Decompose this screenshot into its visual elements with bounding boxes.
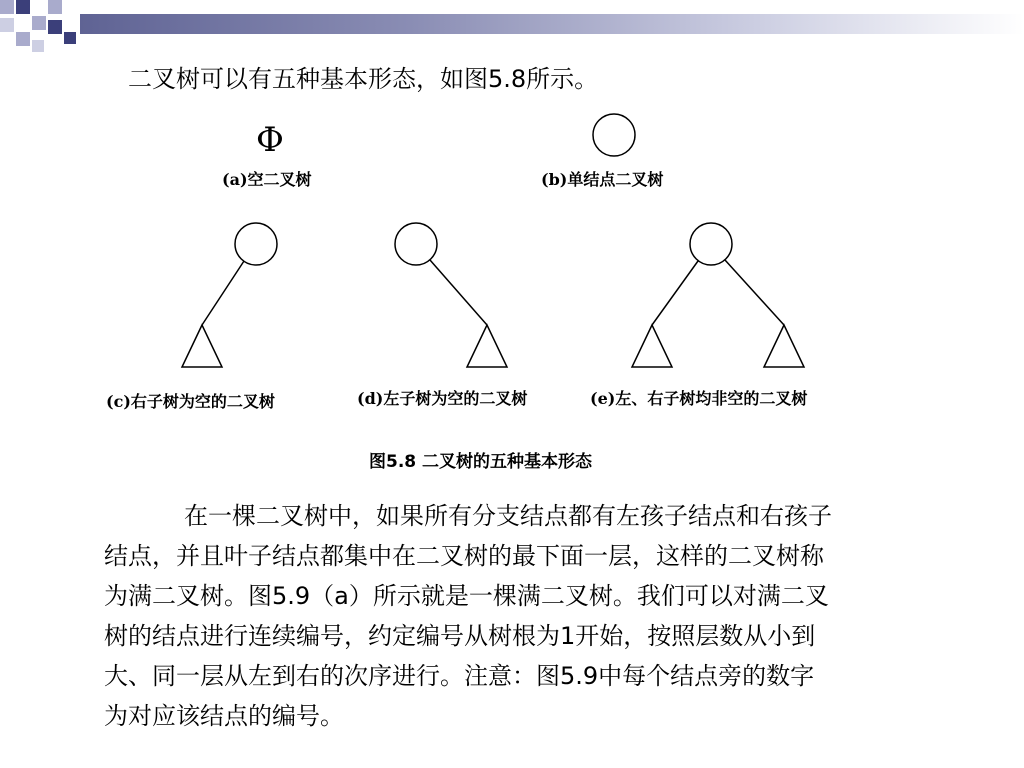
body-paragraph	[104, 496, 964, 736]
paragraph-line: 在一棵二叉树中，如果所有分支结点都有左孩子结点和右孩子	[184, 502, 832, 530]
caption-c: (c)右子树为空的二叉树	[106, 392, 275, 411]
tree-node	[690, 223, 732, 265]
tree-edge	[202, 261, 244, 325]
paragraph-line: 为对应该结点的编号。	[104, 702, 344, 730]
tree-node	[395, 223, 437, 265]
tree-edge	[652, 261, 698, 325]
tree-edge	[430, 260, 487, 325]
subtree-triangle	[632, 325, 672, 367]
figure-title: 图5.8 二叉树的五种基本形态	[369, 452, 593, 472]
subtree-triangle	[764, 325, 804, 367]
subtree-triangle	[467, 325, 507, 367]
tree-node	[593, 114, 635, 156]
subtree-triangle	[182, 325, 222, 367]
paragraph-line: 为满二叉树。图5.9（a）所示就是一棵满二叉树。我们可以对满二叉	[104, 582, 829, 610]
caption-b: (b)单结点二叉树	[541, 170, 664, 189]
empty-tree-symbol: Φ	[256, 120, 284, 160]
caption-d: (d)左子树为空的二叉树	[357, 389, 528, 408]
tree-edge	[725, 260, 784, 325]
intro-text: 二叉树可以有五种基本形态，如图5.8所示。	[128, 65, 599, 93]
caption-e: (e)左、右子树均非空的二叉树	[590, 389, 808, 408]
paragraph-line: 树的结点进行连续编号，约定编号从树根为1开始，按照层数从小到	[104, 622, 816, 650]
tree-node	[235, 223, 277, 265]
paragraph-line: 结点，并且叶子结点都集中在二叉树的最下面一层，这样的二叉树称	[104, 542, 824, 570]
caption-a: (a)空二叉树	[222, 170, 312, 189]
paragraph-line: 大、同一层从左到右的次序进行。注意：图5.9中每个结点旁的数字	[104, 662, 815, 690]
